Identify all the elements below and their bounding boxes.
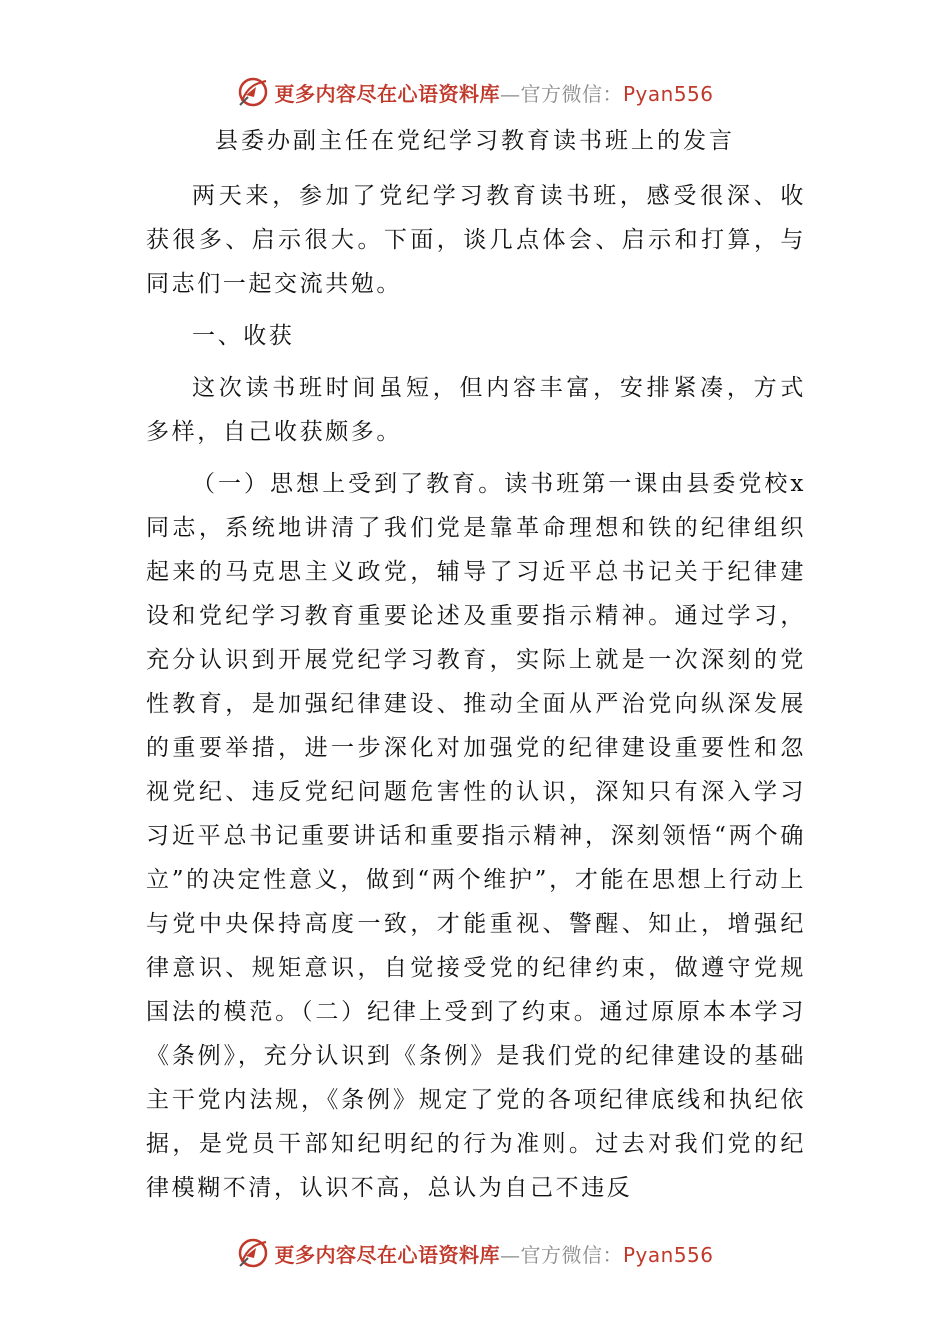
watermark-wechat-id: Pyan556 [622,81,714,106]
watermark-banner-bottom [0,1233,950,1273]
section-body-paragraph: （一）思想上受到了教育。读书班第一课由县委党校x同志，系统地讲清了我们党是靠革命理想和铁的纪律组织起来的马克思主义政党，辅导了习近平总书记关于纪律建设和党纪学习教育重要论述及重要指示精神。通过学习，充分认识到开展党纪学习教育，实际上就是一次深刻的党性教育，是加强纪律建设、推动全面从严治党向纵深发展的重要举措，进一步深化对加强党的纪律建设重要性和忽视党纪、违反党纪问题危害性的认识，深知只有深入学习习近平总书记重要讲话和重要指示精神，深刻领悟“两个确立”的决定性意义，做到“两个维护”，才能在思想上行动上与党中央保持高度一致，才能重视、警醒、知止，增强纪律意识、规矩意识，自觉接受党的纪律约束，做遵守党规国法的模范。（二）纪律上受到了约束。通过原原本本学习《条例》，充分认识到《条例》是我们党的纪律建设的基础主干党内法规，《条例》规定了党的各项纪律底线和执纪依据，是党员干部知纪明纪的行为准则。过去对我们党的纪律模糊不清，认识不高，总认为自己不违反 [146,471,806,1201]
watermark-wechat-id: Pyan556 [622,1242,714,1267]
section-intro-paragraph: 这次读书班时间虽短，但内容丰富，安排紧凑，方式多样，自己收获颇多。 [146,375,806,445]
watermark-banner-top [0,72,950,112]
watermark-text: 更多内容尽在心语资料库 [274,81,500,106]
document-title: 县委办副主任在党纪学习教育读书班上的发言 [215,128,735,154]
brand-logo-icon [236,75,270,109]
intro-paragraph: 两天来，参加了党纪学习教育读书班，感受很深、收获很多、启示很大。下面，谈几点体会、启示和打算，与同志们一起交流共勉。 [146,183,806,297]
brand-logo-icon [236,1236,270,1270]
watermark-wechat-label: —官方微信： [499,1242,623,1267]
watermark-text: 更多内容尽在心语资料库 [274,1242,500,1267]
document-body [146,174,806,1210]
section-heading: 一、收获 [192,323,295,349]
watermark-wechat-label: —官方微信： [499,81,623,106]
